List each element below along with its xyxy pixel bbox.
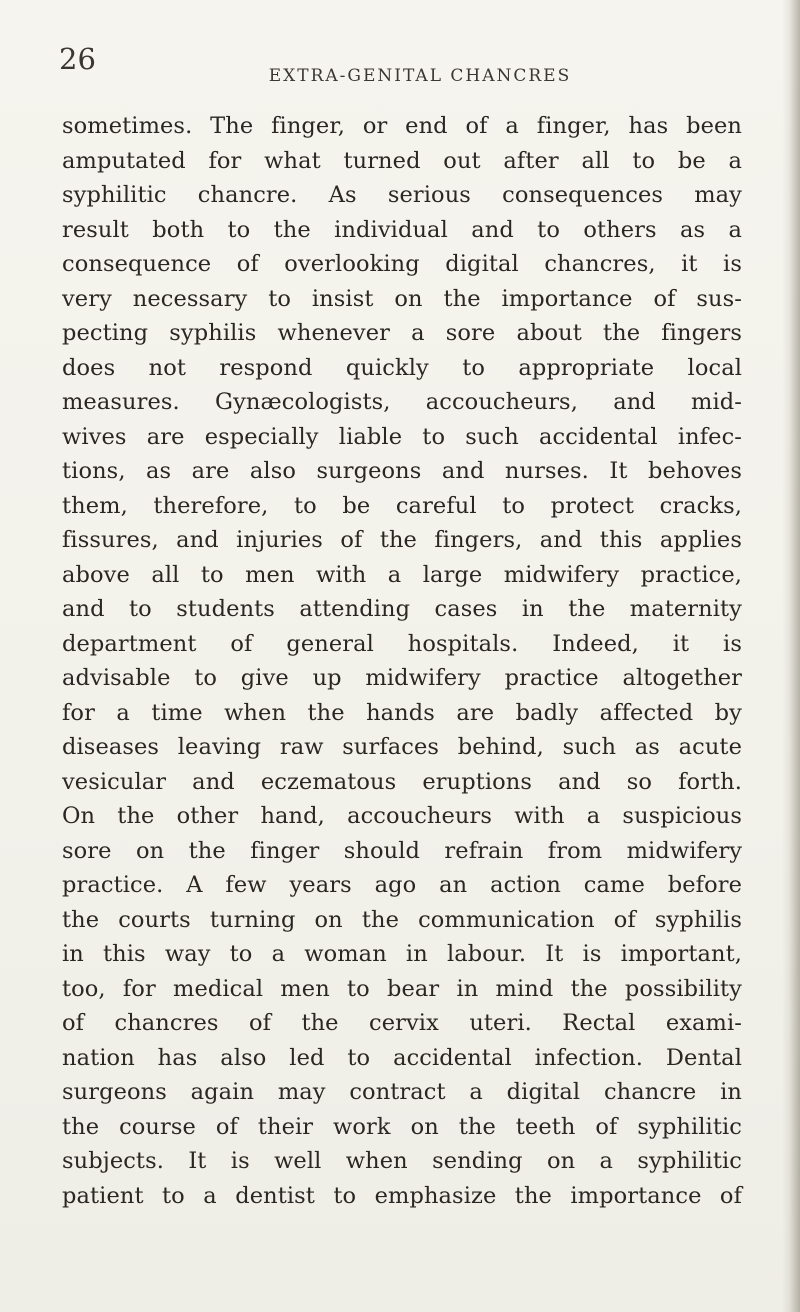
text-line: in this way to a woman in labour. It is important, — [62, 941, 742, 967]
text-line: tions, as are also surgeons and nurses. It behoves — [62, 458, 742, 484]
text-line: amputated for what turned out after all to be a — [62, 147, 742, 174]
text-line: patient to a dentist to emphasize the importance of — [62, 1182, 742, 1209]
text-line: the course of their work on the teeth of syphilitic — [62, 1113, 742, 1140]
running-head — [0, 66, 800, 86]
text-line: On the other hand, accoucheurs with a suspicious — [62, 803, 742, 829]
text-line: wives are especially liable to such accidental infec- — [62, 423, 742, 450]
text-line: and to students attending cases in the maternity — [62, 596, 742, 622]
text-line: syphilitic chancre. As serious consequences may — [62, 182, 742, 208]
running-head-text: EXTRA-GENITAL CHANCRES — [268, 66, 572, 86]
text-line: subjects. It is well when sending on a syphilitic — [62, 1148, 742, 1174]
page-edge-shadow — [782, 0, 800, 1312]
text-line: above all to men with a large midwifery practice, — [62, 561, 742, 588]
text-line: pecting syphilis whenever a sore about the fingers — [62, 320, 742, 346]
text-line: measures. Gynæcologists, accoucheurs, and mid- — [62, 389, 742, 415]
text-line: of chancres of the cervix uteri. Rectal exami- — [62, 1010, 742, 1036]
text-line: surgeons again may contract a digital chancre in — [62, 1079, 742, 1105]
text-line: diseases leaving raw surfaces behind, such as acute — [62, 734, 742, 760]
text-line: advisable to give up midwifery practice altogether — [62, 665, 742, 691]
body-text — [62, 109, 742, 1213]
text-line: the courts turning on the communication of syphilis — [62, 906, 742, 933]
text-line: too, for medical men to bear in mind the possibility — [62, 975, 742, 1002]
text-line: sometimes. The finger, or end of a finger, has been — [62, 113, 742, 139]
text-line: department of general hospitals. Indeed, it is — [62, 630, 742, 657]
page-number: 26 — [59, 42, 96, 76]
text-line: vesicular and eczematous eruptions and so forth. — [62, 768, 742, 795]
text-line: does not respond quickly to appropriate local — [62, 354, 742, 381]
text-line: result both to the individual and to others as a — [62, 216, 742, 243]
text-line: sore on the finger should refrain from midwifery — [62, 837, 742, 864]
text-line: nation has also led to accidental infection. Dental — [62, 1044, 742, 1071]
text-line: consequence of overlooking digital chancres, it is — [62, 251, 742, 277]
text-line: fissures, and injuries of the fingers, and this applies — [62, 527, 742, 553]
text-line: them, therefore, to be careful to protect cracks, — [62, 492, 742, 519]
text-line: very necessary to insist on the importance of sus- — [62, 285, 742, 312]
text-line: for a time when the hands are badly affected by — [62, 699, 742, 726]
text-line: practice. A few years ago an action came before — [62, 872, 742, 898]
